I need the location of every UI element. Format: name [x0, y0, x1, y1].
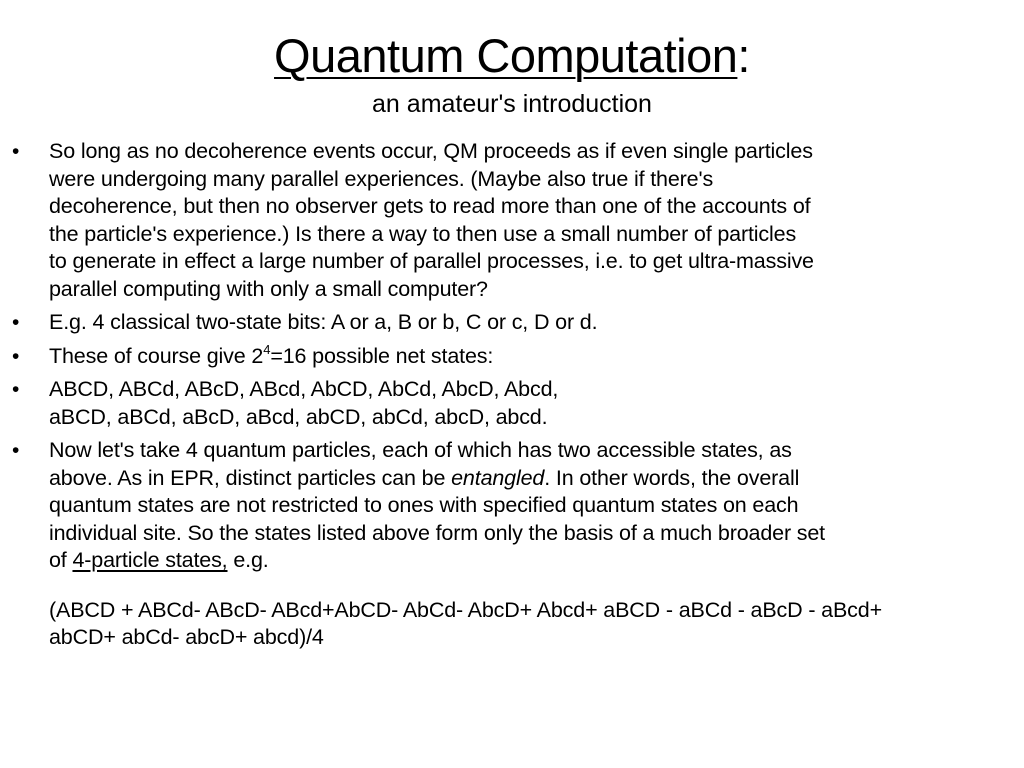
bullet-line: the particle's experience.) Is there a way to then use a small number of particles — [49, 221, 797, 246]
bullet-decoherence — [0, 138, 1024, 303]
bullet-text: e.g. — [227, 548, 269, 572]
slide-title-main: Quantum Computation — [274, 29, 738, 82]
exponent: 4 — [263, 341, 271, 357]
equation-line: (ABCD + ABCd- ABcD- ABcd+AbCD- AbCd- AbcD+ Abcd+ aBCD - aBCd - aBcD - aBcd+ — [49, 597, 882, 622]
emphasis-entangled: entangled — [451, 465, 545, 490]
bullet-line: parallel computing with only a small computer? — [49, 276, 488, 301]
bullet-line: So long as no decoherence events occur, QM proceeds as if even single particles — [49, 139, 813, 163]
bullet-line: aBCD, aBCd, aBcD, aBcd, abCD, abCd, abcD, abcd. — [49, 404, 548, 429]
bullet-dot-icon: • — [12, 378, 20, 401]
bullet-line — [49, 547, 1010, 575]
bullet-state-list — [0, 376, 1024, 431]
four-particle-states-link[interactable]: 4-particle states, — [72, 548, 228, 572]
bullet-text: =16 possible net states: — [270, 343, 494, 368]
title-block — [0, 28, 1024, 120]
bullet-text: above. As in EPR, distinct particles can be — [49, 465, 452, 490]
bullet-net-states — [0, 343, 1024, 371]
bullet-text: These of course give 2 — [49, 343, 264, 368]
bullet-dot-icon: • — [12, 140, 20, 163]
bullet-text: . In other words, the overall — [544, 465, 800, 490]
equation-line: abCD+ abCd- abcD+ abcd)/4 — [49, 625, 324, 649]
spacer — [49, 575, 1010, 597]
bullet-text: of — [49, 548, 73, 572]
bullet-line: Now let's take 4 quantum particles, each of which has two accessible states, as — [49, 438, 792, 462]
bullet-line: ABCD, ABCd, ABcD, ABcd, AbCD, AbCd, AbcD, Abcd, — [49, 377, 559, 401]
slide-title-colon: : — [737, 29, 750, 82]
bullet-classical-bits — [0, 309, 1024, 337]
bullet-line: were undergoing many parallel experiences. (Maybe also true if there's — [49, 166, 714, 191]
bullet-line: E.g. 4 classical two-state bits: A or a, B or b, C or c, D or d. — [49, 310, 598, 334]
bullet-dot-icon: • — [12, 311, 20, 334]
bullet-line: individual site. So the states listed above form only the basis of a much broader set — [49, 520, 826, 545]
bullet-list — [0, 138, 1024, 658]
slide-title — [0, 28, 1024, 84]
slide-subtitle: an amateur's introduction — [372, 90, 652, 118]
bullet-line — [49, 343, 1010, 371]
bullet-line: quantum states are not restricted to ones with specified quantum states on each — [49, 493, 799, 517]
bullet-line — [49, 465, 1010, 493]
bullet-dot-icon: • — [12, 344, 20, 368]
bullet-line: to generate in effect a large number of parallel processes, i.e. to get ultra-massive — [49, 249, 814, 273]
bullet-dot-icon: • — [12, 439, 20, 462]
bullet-quantum-particles — [0, 437, 1024, 652]
bullet-line: decoherence, but then no observer gets to read more than one of the accounts of — [49, 194, 811, 218]
